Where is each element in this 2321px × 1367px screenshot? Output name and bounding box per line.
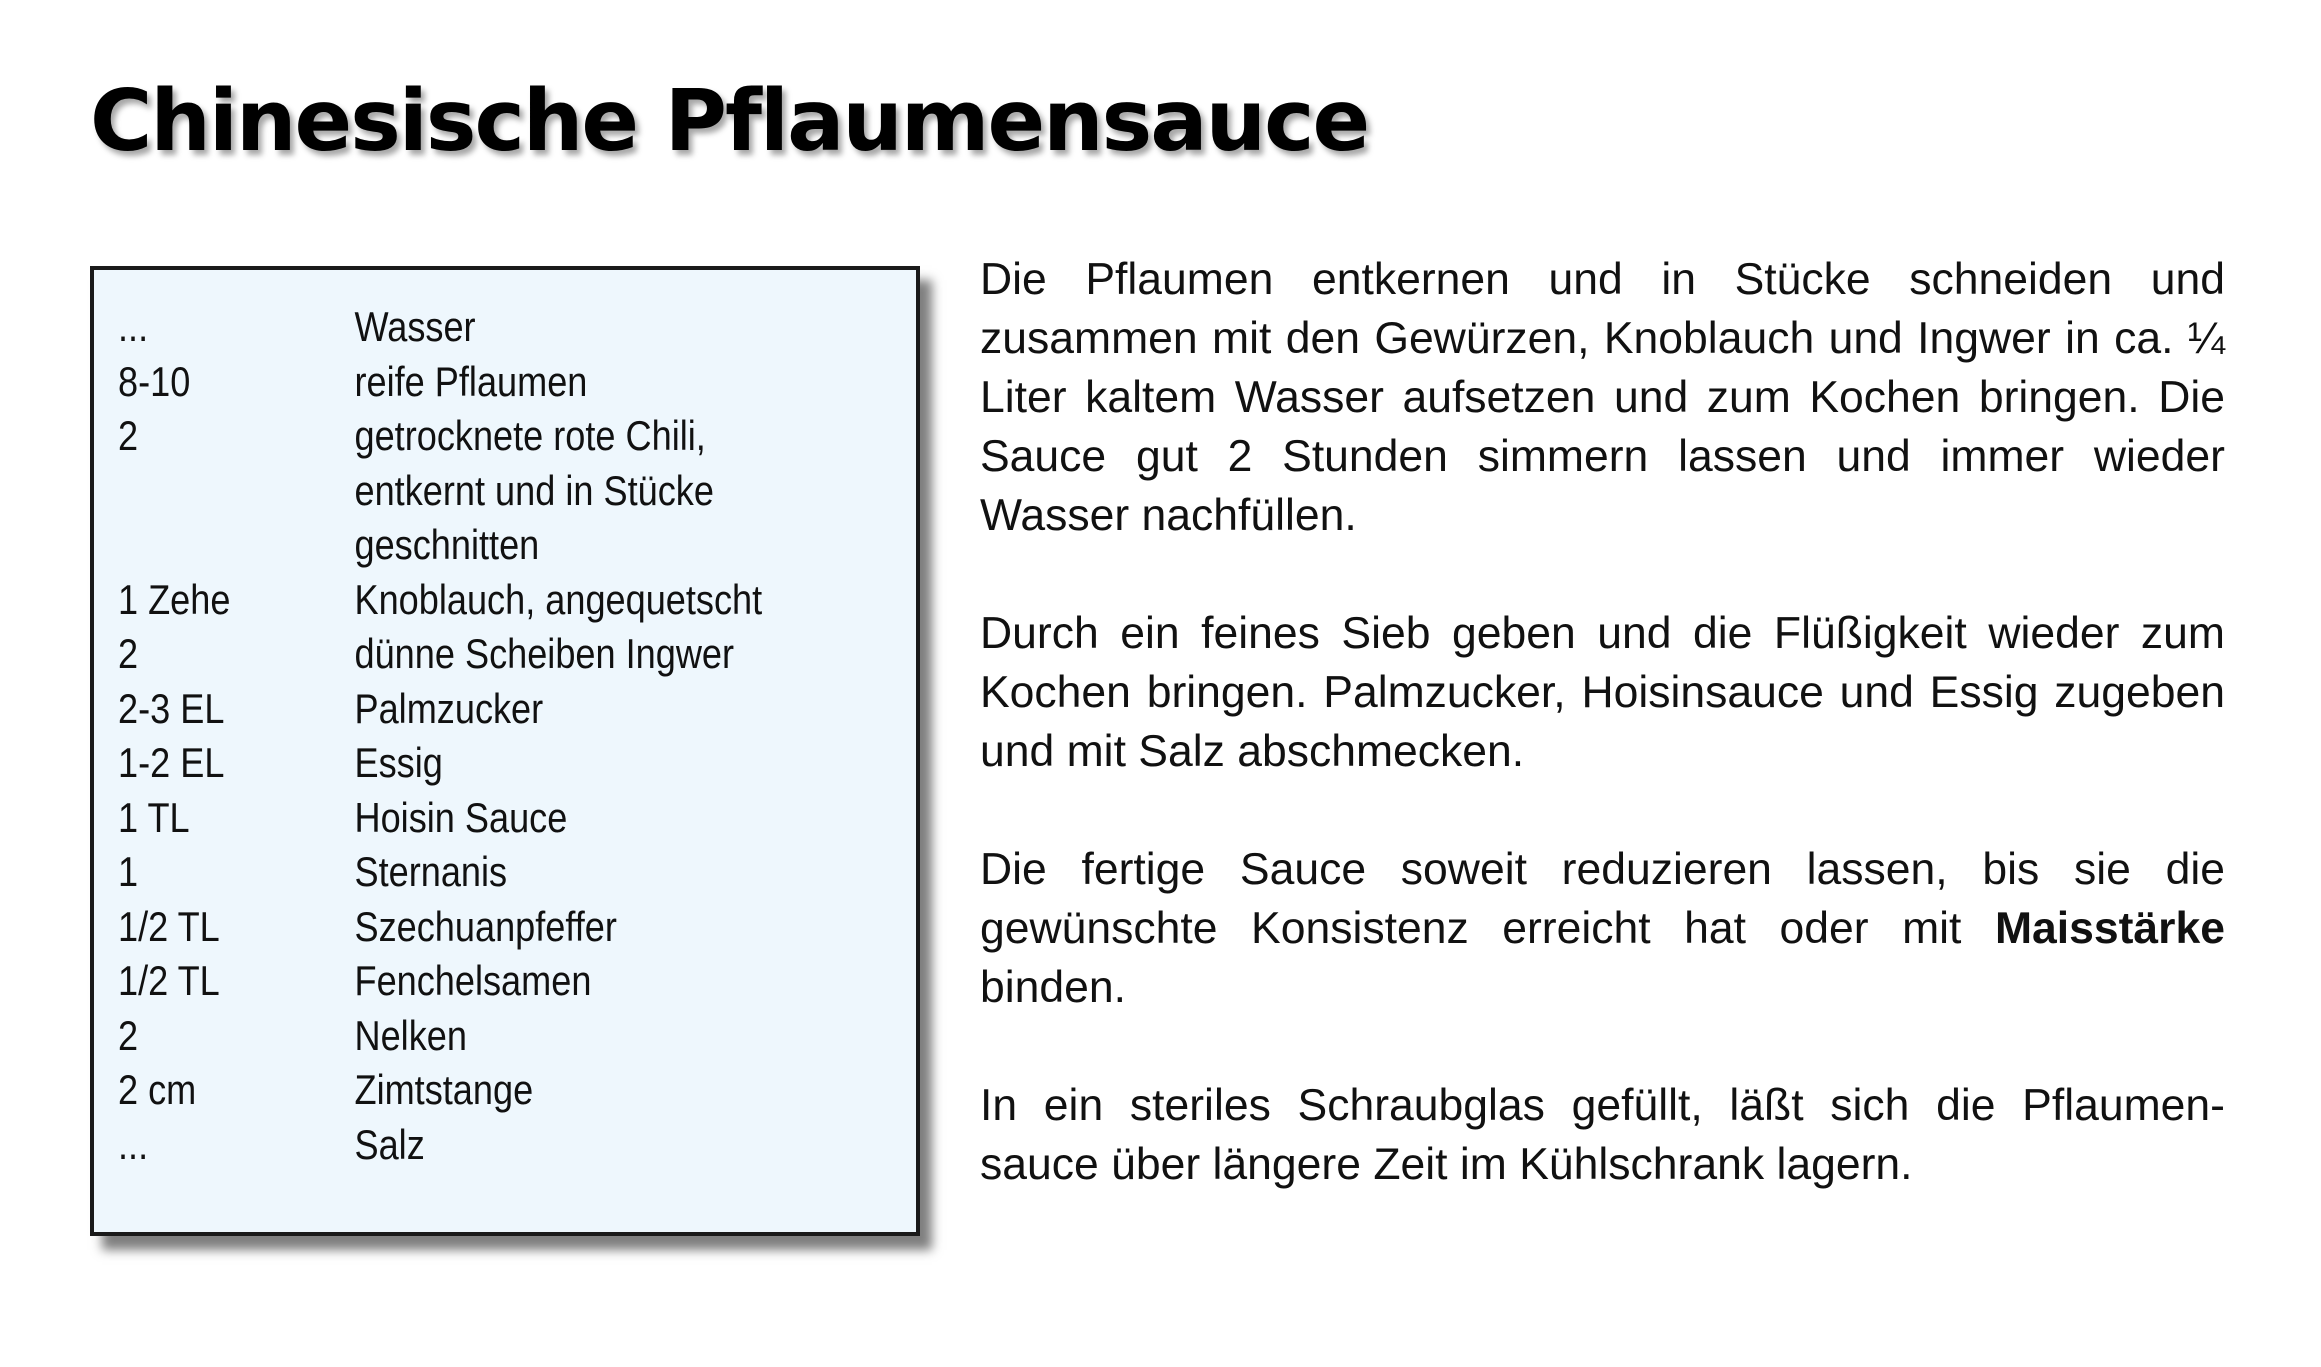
ingredient-row	[118, 573, 804, 628]
ingredient-row	[118, 1009, 804, 1064]
ingredient-quantity: 1 TL	[118, 793, 190, 841]
ingredient-row	[118, 736, 804, 791]
ingredient-row	[118, 954, 804, 1009]
ingredient-name: Salz	[354, 1120, 425, 1168]
ingredient-name: Palmzucker	[354, 684, 544, 732]
ingredient-quantity: 2-3 EL	[118, 684, 225, 732]
ingredient-name: Zimtstange	[354, 1066, 534, 1113]
ingredient-name: Nelken	[354, 1011, 467, 1059]
ingredient-name: Essig	[354, 739, 443, 786]
instruction-text: binden.	[980, 963, 1126, 1012]
ingredient-quantity: 1 Zehe	[118, 575, 231, 623]
ingredient-row	[118, 682, 804, 737]
ingredient-row	[118, 845, 804, 900]
ingredient-name: getrocknete rote Chili, entkernt und in Stücke geschnitten	[354, 412, 714, 568]
instruction-paragraph: Durch ein feines Sieb geben und die Flüßigkeit wieder zum Kochen bringen. Palmzucker, Hoisinsauce und Essig zugeben und mit Salz abschmecken.	[980, 609, 2225, 776]
ingredient-name: Hoisin Sauce	[354, 793, 568, 841]
instruction-paragraph	[980, 840, 2225, 1017]
instruction-text: Die fertige Sauce soweit reduzieren lassen, bis sie die gewünschte Konsistenz erreicht hat oder mit	[980, 845, 2225, 953]
instruction-paragraph: Die Pflaumen entkernen und in Stücke schneiden und zusammen mit den Gewürzen, Knoblauch und Ingwer in ca. ¼ Liter kaltem Wasser aufsetzen und zum Kochen bringen. Die Sauce gut 2 Stunden simmern lassen und immer wieder Wasser nachfüllen.	[980, 255, 2225, 540]
ingredient-quantity: 1/2 TL	[118, 902, 220, 950]
ingredient-quantity: 1/2 TL	[118, 957, 220, 1004]
ingredient-row	[118, 1063, 804, 1118]
ingredient-row	[118, 355, 804, 410]
ingredient-row	[118, 300, 804, 355]
ingredient-quantity: 2	[118, 1011, 139, 1059]
page-title: Chinesische Pflaumensauce	[90, 72, 1369, 171]
ingredient-quantity: 2	[118, 412, 139, 459]
ingredient-quantity: ...	[118, 1120, 149, 1168]
ingredient-name: reife Pflaumen	[354, 357, 588, 405]
instructions	[980, 250, 2225, 1253]
ingredient-quantity: 2	[118, 630, 139, 677]
ingredient-row	[118, 1118, 804, 1173]
instruction-paragraph: In ein steriles Schraubglas gefüllt, läßt sich die Pflaumen-sauce über längere Zeit im Kühlschrank lagern.	[980, 1081, 2225, 1189]
ingredient-name: Knoblauch, angequetscht	[354, 575, 763, 623]
ingredient-quantity: 1	[118, 848, 139, 895]
ingredient-quantity: 1-2 EL	[118, 739, 225, 786]
ingredient-name: Szechuanpfeffer	[354, 902, 617, 950]
ingredient-quantity: 8-10	[118, 357, 191, 405]
ingredient-row	[118, 627, 804, 682]
cornstarch-emphasis: Maisstärke	[1994, 904, 2225, 953]
ingredient-name: Sternanis	[354, 848, 508, 895]
ingredient-quantity: ...	[118, 303, 149, 350]
ingredient-name: dünne Scheiben Ingwer	[354, 630, 735, 677]
ingredient-row	[118, 900, 804, 955]
ingredient-quantity: 2 cm	[118, 1066, 197, 1113]
ingredient-name: Wasser	[354, 303, 476, 350]
ingredient-row	[118, 409, 804, 573]
ingredients-box	[90, 266, 920, 1236]
ingredient-row	[118, 791, 804, 846]
ingredient-name: Fenchelsamen	[354, 957, 592, 1004]
